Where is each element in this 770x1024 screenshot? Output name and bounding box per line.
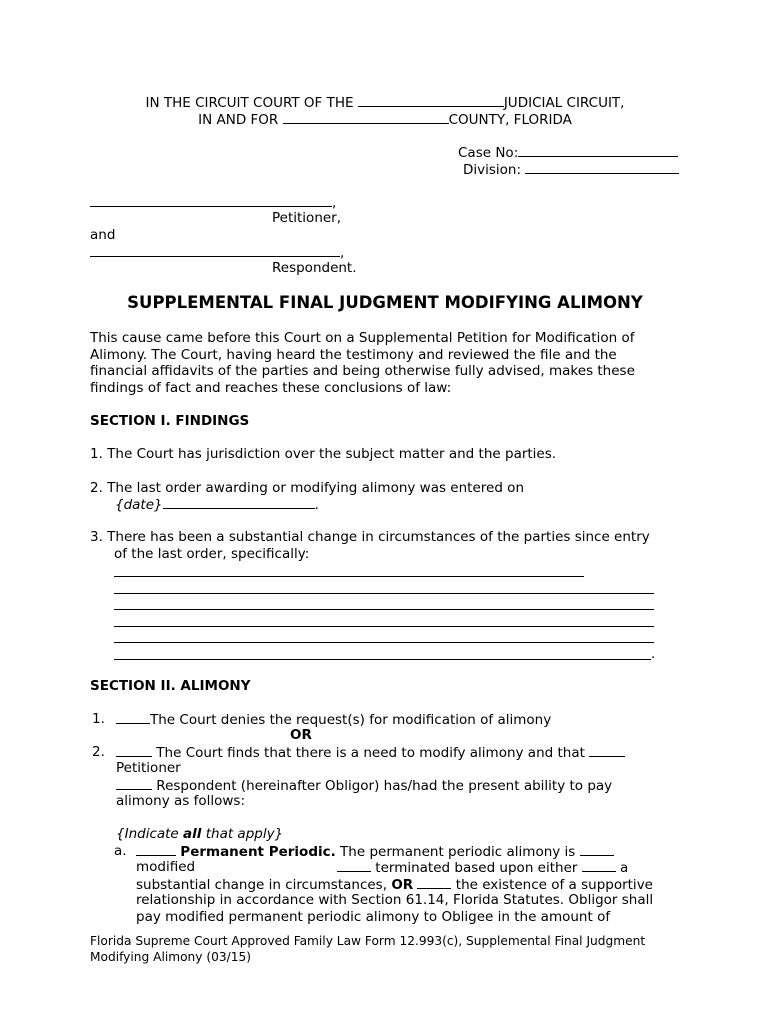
court-caption-line2 bbox=[0, 111, 770, 128]
option-2-checkbox-blank[interactable] bbox=[116, 744, 152, 757]
circuit-blank[interactable] bbox=[358, 94, 504, 107]
period: . bbox=[651, 646, 656, 662]
terminated-text-end: a bbox=[615, 860, 629, 876]
finding-2: 2. The last order awarding or modifying alimony was entered on bbox=[90, 480, 524, 496]
terminated-text: terminated based upon either bbox=[371, 860, 582, 876]
item-letter-a: a. bbox=[114, 843, 127, 859]
item-number: 1. bbox=[92, 711, 105, 727]
caption-text: COUNTY, FLORIDA bbox=[448, 112, 572, 128]
respondent-blank[interactable] bbox=[90, 244, 340, 257]
intro-line: findings of fact and reaches these conclusions of law: bbox=[90, 380, 452, 396]
specifics-blank-line[interactable] bbox=[114, 609, 654, 610]
option-1-text: The Court denies the request(s) for modification of alimony bbox=[150, 712, 552, 728]
specifics-blank-line[interactable] bbox=[114, 576, 584, 577]
instruction-emphasis: all bbox=[183, 826, 202, 842]
text: the existence of a supportive bbox=[451, 877, 653, 893]
court-caption-line1 bbox=[0, 94, 770, 111]
permanent-periodic-line1 bbox=[136, 843, 614, 860]
date-blank[interactable] bbox=[163, 496, 315, 509]
permanent-periodic-checkbox-blank[interactable] bbox=[136, 843, 176, 856]
intro-line: Alimony. The Court, having heard the testimony and reviewed the file and the bbox=[90, 347, 617, 363]
permanent-periodic-text: The permanent periodic alimony is bbox=[335, 844, 580, 860]
alimony-option-1 bbox=[116, 711, 551, 728]
respondent-option-text: Respondent (hereinafter Obligor) has/had the present ability to pay bbox=[152, 778, 613, 794]
date-placeholder: {date} bbox=[115, 497, 163, 513]
county-blank[interactable] bbox=[283, 111, 449, 124]
specifics-blank-line[interactable] bbox=[114, 593, 654, 594]
period: . bbox=[314, 497, 319, 513]
petitioner-label: Petitioner, bbox=[272, 210, 342, 226]
substantial-change-checkbox-blank[interactable] bbox=[582, 859, 616, 872]
footer-form-citation: Florida Supreme Court Approved Family Law Form 12.993(c), Supplemental Final Judgment bbox=[90, 934, 646, 948]
petitioner-blank[interactable] bbox=[90, 194, 332, 207]
petitioner-option: Petitioner bbox=[116, 760, 181, 776]
respondent-label: Respondent. bbox=[272, 260, 357, 276]
permanent-periodic-line4: relationship in accordance with Section 61.14, Florida Statutes. Obligor shall bbox=[136, 892, 654, 908]
specifics-blank-line[interactable] bbox=[114, 642, 654, 643]
modified-checkbox-blank[interactable] bbox=[580, 843, 614, 856]
intro-line: This cause came before this Court on a Supplemental Petition for Modification of bbox=[90, 330, 635, 346]
division-line bbox=[463, 161, 679, 178]
alimony-option-2 bbox=[116, 744, 625, 761]
specifics-blank-line[interactable] bbox=[114, 659, 651, 660]
section-1-heading: SECTION I. FINDINGS bbox=[90, 413, 250, 429]
permanent-periodic-line5: pay modified permanent periodic alimony to Obligee in the amount of bbox=[136, 909, 611, 925]
terminated-checkbox-blank[interactable] bbox=[337, 859, 371, 872]
modified-label: modified bbox=[136, 859, 196, 875]
respondent-option bbox=[116, 777, 612, 794]
case-no-blank[interactable] bbox=[518, 144, 678, 157]
option-1-checkbox-blank[interactable] bbox=[116, 711, 150, 724]
petitioner-name-line bbox=[90, 194, 336, 211]
petitioner-checkbox-blank[interactable] bbox=[589, 744, 625, 757]
alimony-follows-text: alimony as follows: bbox=[116, 793, 246, 809]
division-label: Division: bbox=[463, 162, 526, 178]
instruction-text: {Indicate bbox=[116, 826, 184, 842]
respondent-checkbox-blank[interactable] bbox=[116, 777, 152, 790]
permanent-periodic-title: Permanent Periodic. bbox=[180, 844, 336, 860]
comma: , bbox=[332, 195, 337, 211]
finding-3: 3. There has been a substantial change in circumstances of the parties since entry bbox=[90, 529, 650, 545]
case-number-line bbox=[458, 144, 678, 161]
finding-3-continued: of the last order, specifically: bbox=[114, 546, 310, 562]
item-number: 2. bbox=[92, 744, 105, 760]
indicate-instruction bbox=[116, 826, 283, 842]
division-blank[interactable] bbox=[525, 161, 679, 174]
caption-text: IN THE CIRCUIT COURT OF THE bbox=[145, 95, 358, 111]
document-title: SUPPLEMENTAL FINAL JUDGMENT MODIFYING ALIMONY bbox=[127, 293, 643, 312]
terminated-line bbox=[337, 859, 628, 876]
or-label: OR bbox=[391, 877, 414, 893]
case-no-label: Case No: bbox=[458, 145, 519, 161]
caption-text: JUDICIAL CIRCUIT, bbox=[503, 95, 625, 111]
and-label: and bbox=[90, 227, 116, 243]
caption-text: IN AND FOR bbox=[198, 112, 283, 128]
text: substantial change in circumstances, bbox=[136, 877, 392, 893]
finding-2-date-line bbox=[115, 496, 319, 513]
footer-form-citation: Modifying Alimony (03/15) bbox=[90, 950, 251, 964]
respondent-name-line bbox=[90, 244, 344, 261]
finding-1: 1. The Court has jurisdiction over the subject matter and the parties. bbox=[90, 446, 557, 462]
specifics-blank-line[interactable] bbox=[114, 626, 654, 627]
or-label: OR bbox=[290, 727, 312, 743]
supportive-relationship-checkbox-blank[interactable] bbox=[417, 876, 451, 889]
intro-line: financial affidavits of the parties and being otherwise fully advised, makes these bbox=[90, 363, 635, 379]
permanent-periodic-line3 bbox=[136, 876, 653, 893]
comma: , bbox=[340, 245, 345, 261]
section-2-heading: SECTION II. ALIMONY bbox=[90, 678, 251, 694]
instruction-text: that apply} bbox=[201, 826, 284, 842]
option-2-text: The Court finds that there is a need to modify alimony and that bbox=[152, 745, 590, 761]
